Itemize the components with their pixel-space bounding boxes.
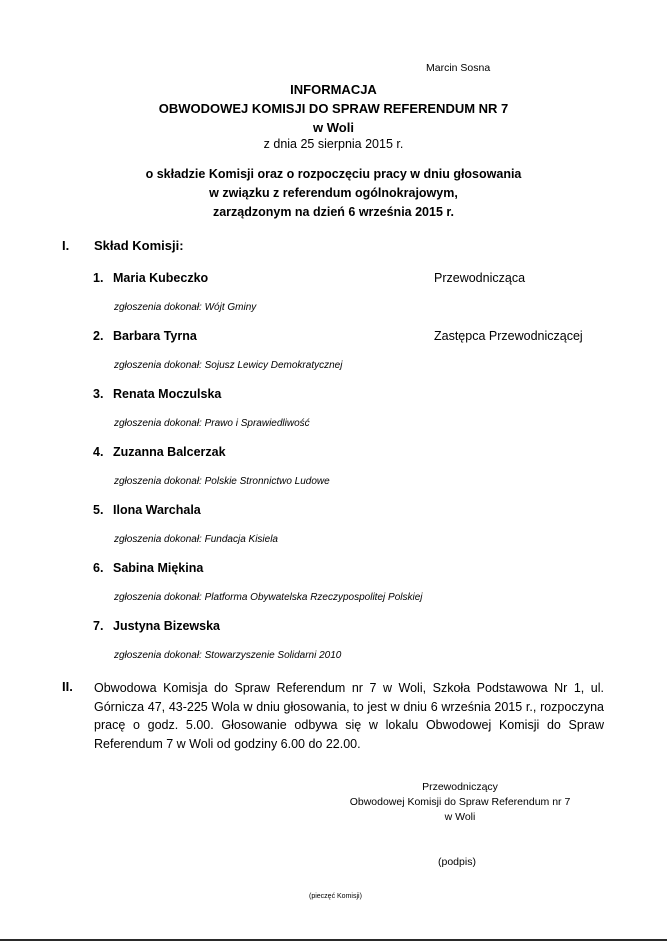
subject-line-2: w związku z referendum ogólnokrajowym, xyxy=(209,186,458,200)
member-5-source: zgłoszenia dokonał: Fundacja Kisiela xyxy=(114,534,278,545)
document-date: z dnia 25 sierpnia 2015 r. xyxy=(263,137,404,151)
signature-line-3: w Woli xyxy=(444,811,476,823)
title-line-1: INFORMACJA xyxy=(290,82,377,97)
member-7-source: zgłoszenia dokonał: Stowarzyszenie Solidarni 2010 xyxy=(114,650,342,661)
signature-line-1: Przewodniczący xyxy=(422,781,498,793)
signature-block xyxy=(300,780,620,825)
section-1-number: I. xyxy=(62,238,70,253)
section-2-paragraph: Obwodowa Komisja do Spraw Referendum nr 7 w Woli, Szkoła Podstawowa Nr 1, ul. Górnicza 47, 43-225 Wola w dniu głosowania, to jest w dniu 6 września 2015 r., rozpoczyna pracę o godz. 5.00. Głosowanie odbywa się w lokalu Obwodowej Komisji do Spraw Referendum 7 w Woli od godziny 6.00 do 22.00. xyxy=(94,681,604,751)
signature-line-2: Obwodowej Komisji do Spraw Referendum nr 7 xyxy=(349,796,571,808)
section-2-number: II. xyxy=(62,679,73,694)
stamp-note: (pieczęć Komisji) xyxy=(309,893,362,900)
member-6-name: Sabina Miękina xyxy=(113,561,204,575)
member-2-name: Barbara Tyrna xyxy=(113,329,197,343)
member-1-name: Maria Kubeczko xyxy=(113,271,209,285)
document-title xyxy=(0,80,667,137)
member-2-number: 2. xyxy=(93,329,104,343)
member-5-number: 5. xyxy=(93,503,104,517)
subject-line-3: zarządzonym na dzień 6 września 2015 r. xyxy=(212,205,455,219)
member-1-source: zgłoszenia dokonał: Wójt Gminy xyxy=(114,302,257,313)
member-2-source: zgłoszenia dokonał: Sojusz Lewicy Demokratycznej xyxy=(114,360,343,371)
document-subject xyxy=(0,165,667,222)
section-1-heading: Skład Komisji: xyxy=(94,238,184,253)
member-4-name: Zuzanna Balcerzak xyxy=(113,445,226,459)
member-4-source: zgłoszenia dokonał: Polskie Stronnictwo Ludowe xyxy=(114,476,330,487)
member-3-number: 3. xyxy=(93,387,104,401)
member-1-role: Przewodnicząca xyxy=(434,271,526,285)
member-6-source: zgłoszenia dokonał: Platforma Obywatelska Rzeczypospolitej Polskiej xyxy=(114,592,423,603)
page-bottom-rule xyxy=(0,939,667,941)
title-line-2: OBWODOWEJ KOMISJI DO SPRAW REFERENDUM NR 7 xyxy=(158,101,509,116)
member-7-number: 7. xyxy=(93,619,104,633)
subject-line-1: o składzie Komisji oraz o rozpoczęciu pracy w dniu głosowania xyxy=(145,167,522,181)
member-5-name: Ilona Warchala xyxy=(113,503,201,517)
signature-note: (podpis) xyxy=(438,856,476,868)
member-3-name: Renata Moczulska xyxy=(113,387,222,401)
member-1-number: 1. xyxy=(93,271,104,285)
member-4-number: 4. xyxy=(93,445,104,459)
member-2-role: Zastępca Przewodniczącej xyxy=(434,329,583,343)
title-line-3: w Woli xyxy=(313,120,354,135)
author-name: Marcin Sosna xyxy=(426,62,491,74)
member-3-source: zgłoszenia dokonał: Prawo i Sprawiedliwość xyxy=(114,418,310,429)
member-7-name: Justyna Bizewska xyxy=(113,619,220,633)
member-6-number: 6. xyxy=(93,561,104,575)
